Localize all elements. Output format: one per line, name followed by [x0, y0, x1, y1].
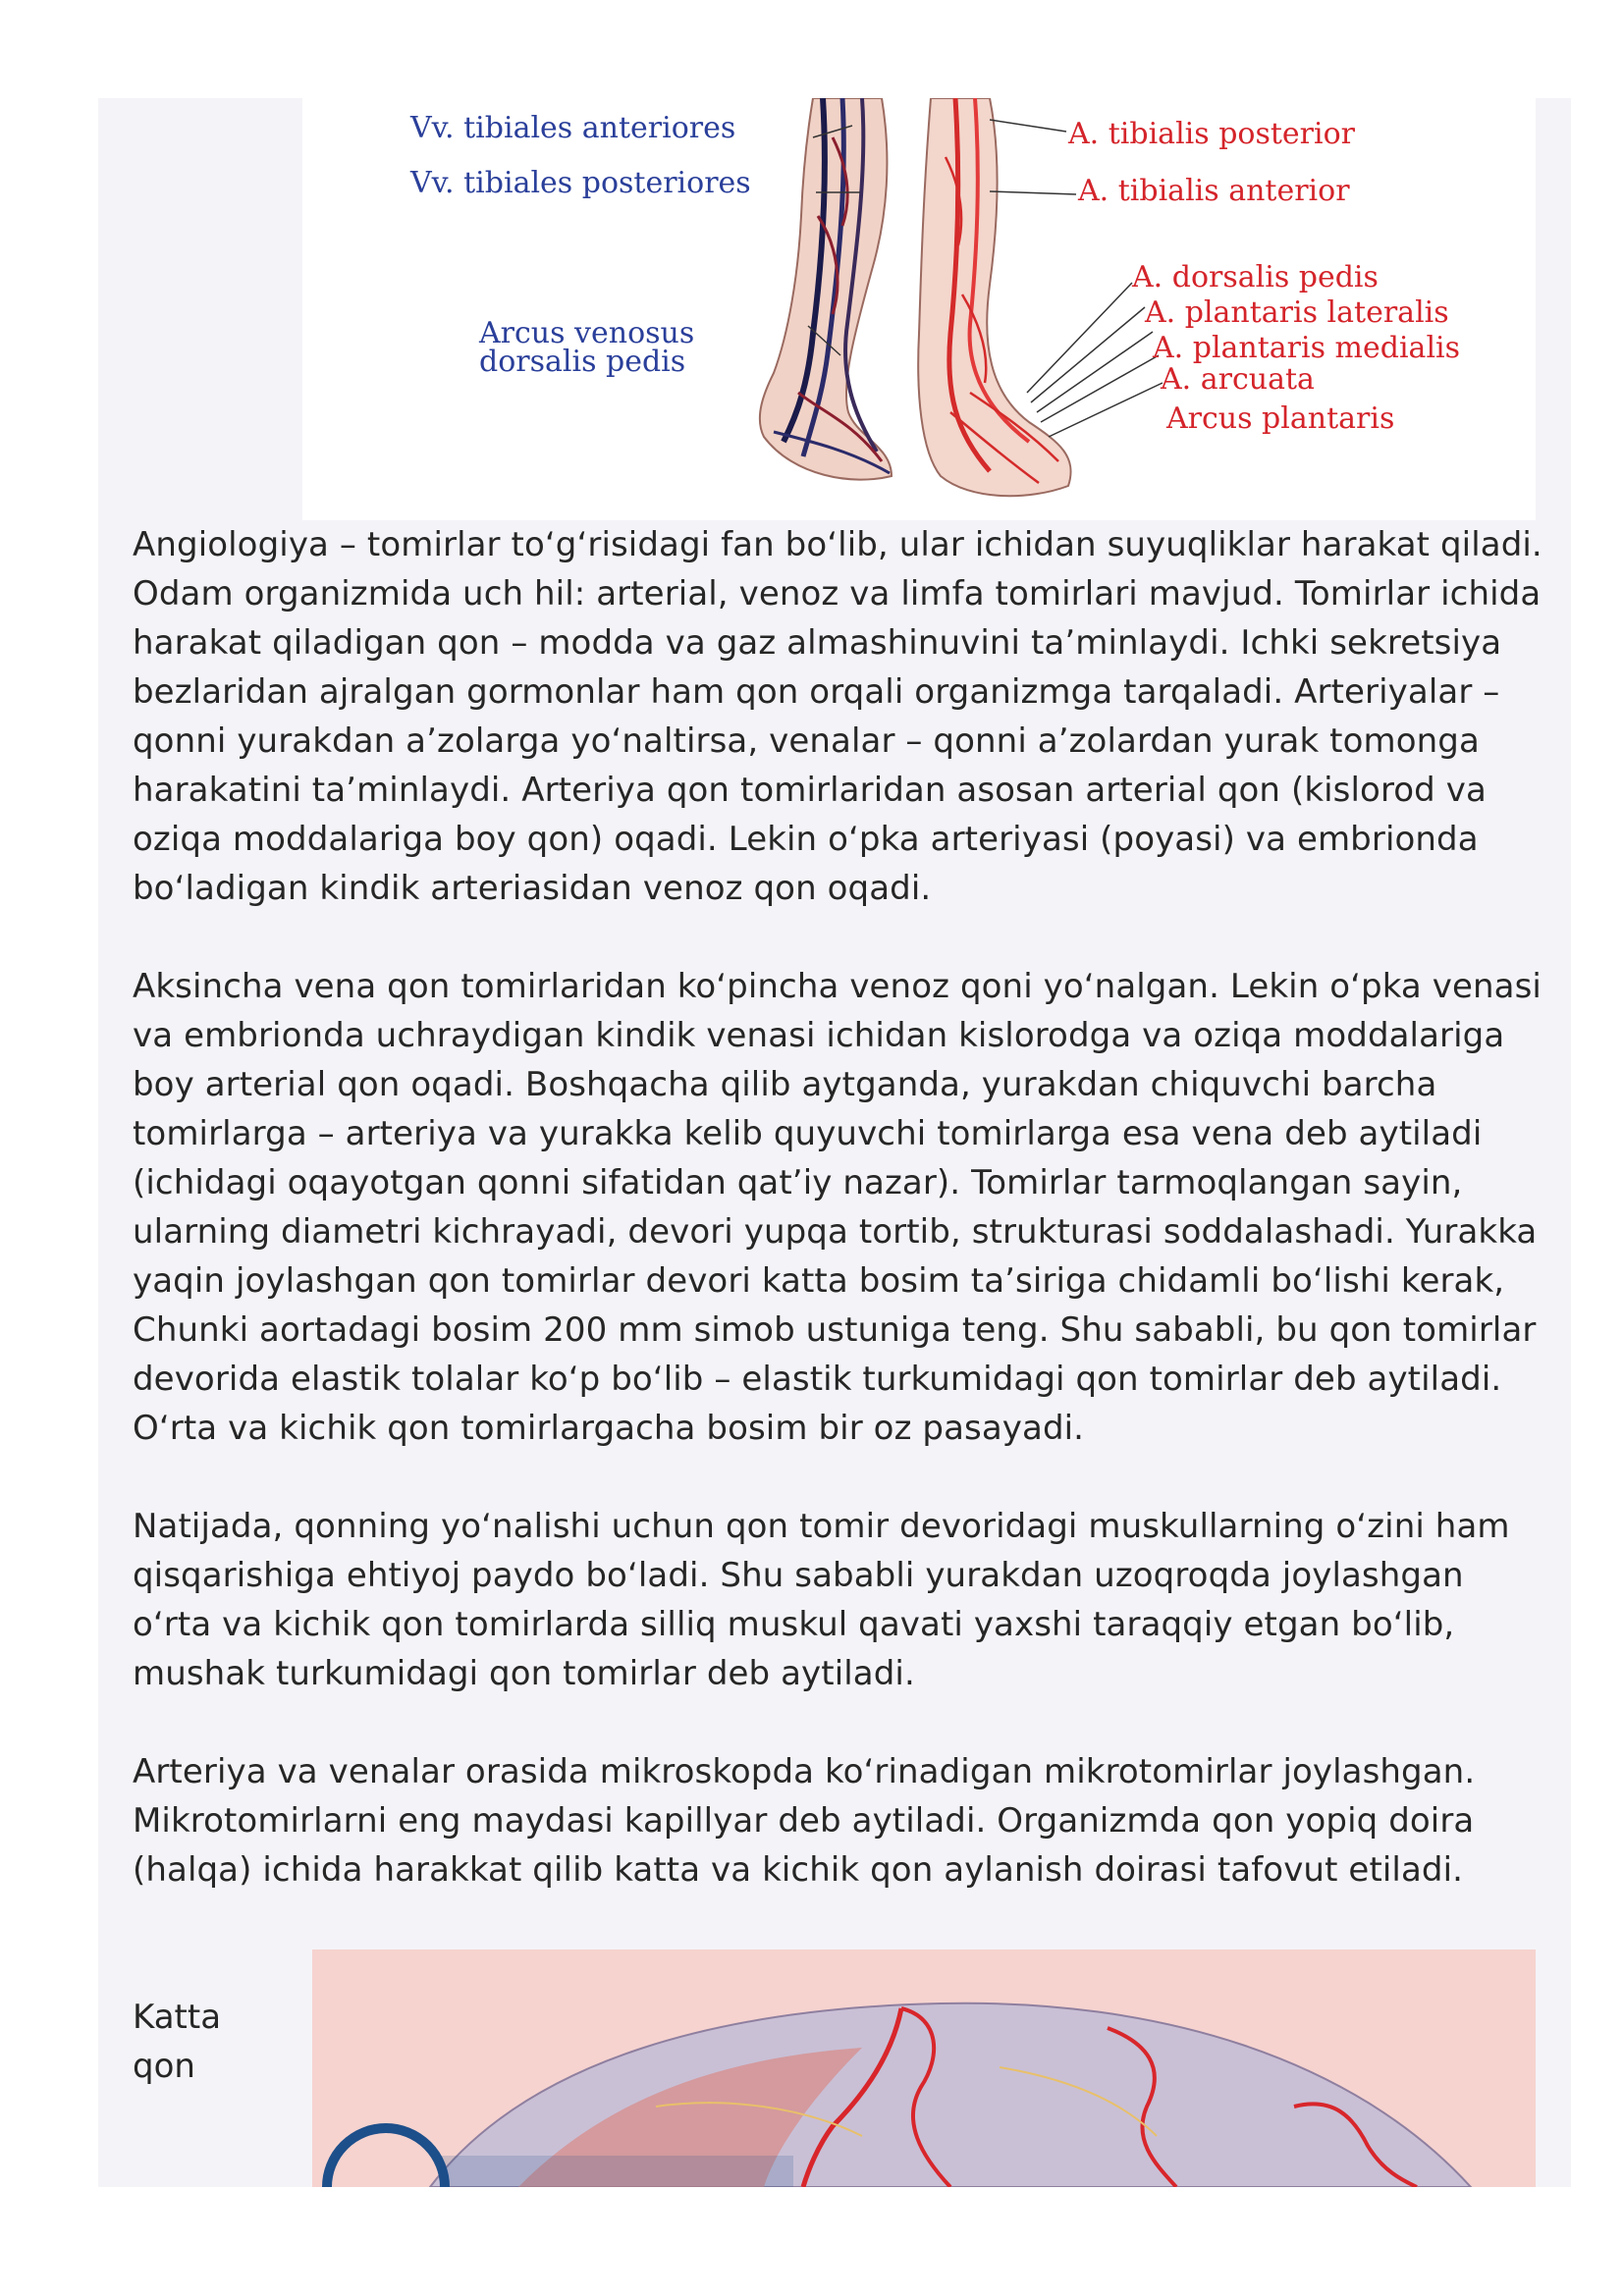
label-dorsalis-pedis: dorsalis pedis: [479, 345, 686, 379]
circulation-illustration: [312, 1949, 1536, 2187]
circulation-figure: [312, 1949, 1536, 2187]
paragraph-2: Aksincha vena qon tomirlaridan ko‘pincha venoz qoni yo‘nalgan. Lekin o‘pka venasi va embrionda uchraydigan kindik venasi ichidan kislorodga va oziqa moddalariga boy arterial qon oqadi. Boshqacha qilib aytganda, yurakdan chiquvchi barcha tomirlarga – arteriya va yurakka kelib quyuvchi tomirlarga esa vena deb aytiladi (ichidagi oqayotgan qonni sifatidan qat’iy nazar). Tomirlar tarmoqlangan sayin, ularning diametri kichrayadi, devori yupqa tortib, strukturasi soddalashadi. Yurakka yaqin joylashgan qon tomirlar devori katta bosim ta’siriga chidamli bo‘lishi kerak, Chunki aortadagi bosim 200 mm simob ustuniga teng. Shu sababli, bu qon tomirlar devorida elastik tolalar ko‘p bo‘lib – elastik turkumidagi qon tomirlar deb aytiladi. O‘rta va kichik qon tomirlargacha bosim bir oz pasayadi.: [133, 967, 1542, 1448]
paragraph-3: Natijada, qonning yo‘nalishi uchun qon tomir devoridagi muskullarning o‘zini ham qisqarishiga ehtiyoj paydo bo‘ladi. Shu sababli yurakdan uzoqroqda joylashgan o‘rta va kichik qon tomirlarda silliq muskul qavati yaxshi taraqqiy etgan bo‘lib, mushak turkumidagi qon tomirlar deb aytiladi.: [133, 1507, 1510, 1693]
article-body: [133, 520, 1546, 1944]
aside-line-2: qon: [133, 2047, 195, 2086]
label-vv-tibiales-anteriores: Vv. tibiales anteriores: [410, 111, 736, 145]
paragraph-1: Angiologiya – tomirlar to‘g‘risidagi fan bo‘lib, ular ichidan suyuqliklar harakat qiladi. Odam organizmida uch hil: arterial, venoz va limfa tomirlari mavjud. Tomirlar ichida harakat qiladigan qon – modda va gaz almashinuvini ta’minlaydi. Ichki sekretsiya bezlaridan ajralgan gormonlar ham qon orqali organizmga tarqaladi. Arteriyalar – qonni yurakdan a’zolarga yo‘naltirsa, venalar – qonni a’zolardan yurak tomonga harakatini ta’minlaydi. Arteriya qon tomirlaridan asosan arterial qon (kislorod va oziqa moddalariga boy qon) oqadi. Lekin o‘pka arteriyasi (poyasi) va embrionda bo‘ladigan kindik arteriasidan venoz qon oqadi.: [133, 525, 1542, 908]
page: [98, 98, 1571, 2187]
label-a-tibialis-posterior: A. tibialis posterior: [1068, 117, 1356, 151]
label-vv-tibiales-posteriores: Vv. tibiales posteriores: [410, 166, 751, 200]
label-a-arcuata: A. arcuata: [1161, 362, 1315, 397]
label-arcus-plantaris: Arcus plantaris: [1166, 401, 1395, 436]
label-a-plantaris-lateralis: A. plantaris lateralis: [1145, 295, 1449, 330]
label-a-plantaris-medialis: A. plantaris medialis: [1153, 331, 1461, 365]
label-arcus-venosus: Arcus venosus: [479, 316, 695, 350]
paragraph-4: Arteriya va venalar orasida mikroskopda ko‘rinadigan mikrotomirlar joylashgan. Mikrotomirlarni eng maydasi kapillyar deb aytiladi. Organizmda qon yopiq doira (halqa) ichida harakkat qilib katta va kichik qon aylanish doirasi tafovut etiladi.: [133, 1752, 1476, 1890]
label-a-tibialis-anterior: A. tibialis anterior: [1078, 174, 1350, 208]
aside-caption: [133, 1993, 280, 2091]
leg-vessels-figure: [302, 98, 1536, 520]
aside-line-1: Katta: [133, 1998, 222, 2037]
label-a-dorsalis-pedis: A. dorsalis pedis: [1132, 260, 1379, 294]
